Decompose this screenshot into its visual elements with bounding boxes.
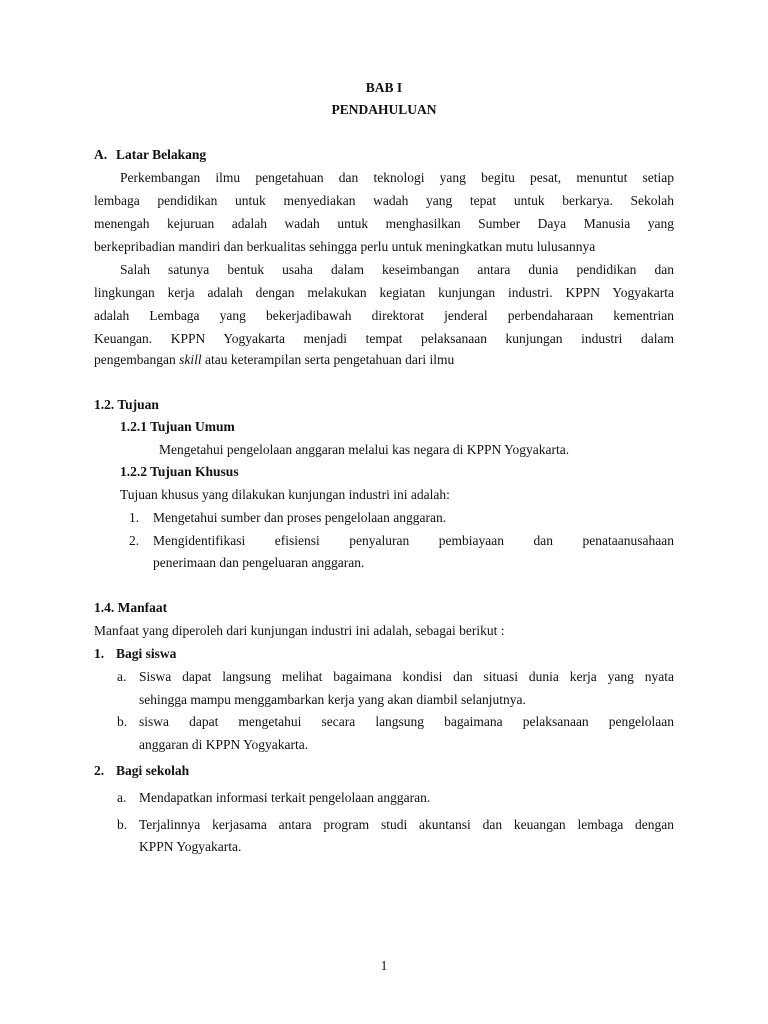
paragraph-line: Salah satunya bentuk usaha dalam keseimbangan antara dunia pendidikan dan — [120, 262, 674, 277]
chapter-title: PENDAHULUAN — [331, 102, 437, 117]
list-item: Mengidentifikasi efisiensi penyaluran pembiayaan dan penataanusahaan — [153, 533, 674, 548]
list-letter: a. — [117, 790, 127, 805]
tujuan-khusus-heading: 1.2.2 Tujuan Khusus — [120, 464, 239, 479]
list-letter: b. — [117, 817, 128, 832]
list-letter: a. — [117, 669, 127, 684]
list-letter: b. — [117, 714, 128, 729]
text-run: pengembangan — [94, 352, 180, 367]
section-a-title: Latar Belakang — [116, 147, 207, 162]
tujuan-khusus-intro: Tujuan khusus yang dilakukan kunjungan industri ini adalah: — [120, 487, 450, 502]
list-item: Terjalinnya kerjasama antara program studi akuntansi dan keuangan lembaga dengan — [139, 817, 674, 832]
paragraph-line: berkepribadian mandiri dan berkualitas sehingga perlu untuk meningkatkan mutu lulusannya — [94, 239, 596, 254]
paragraph-last-line — [94, 349, 454, 371]
list-number: 1. — [129, 510, 140, 525]
list-number: 2. — [129, 533, 140, 548]
italic-term: skill — [179, 352, 202, 367]
list-item: Mendapatkan informasi terkait pengelolaan anggaran. — [139, 790, 431, 805]
manfaat-intro: Manfaat yang diperoleh dari kunjungan industri ini adalah, sebagai berikut : — [94, 623, 505, 638]
chapter-label: BAB I — [365, 80, 403, 95]
paragraph-line: adalah Lembaga yang bekerjadibawah direktorat jenderal perbendaharaan kementrian — [94, 308, 674, 323]
group-number: 1. — [94, 646, 105, 661]
list-item: Siswa dapat langsung melihat bagaimana kondisi dan situasi dunia kerja yang nyata — [139, 669, 674, 684]
group-title-siswa: Bagi siswa — [116, 646, 177, 661]
tujuan-umum-text: Mengetahui pengelolaan anggaran melalui kas negara di KPPN Yogyakarta. — [159, 442, 570, 457]
page-number: 1 — [380, 958, 388, 973]
manfaat-heading: 1.4. Manfaat — [94, 600, 168, 615]
list-item: siswa dapat mengetahui secara langsung bagaimana pelaksanaan pengelolaan — [139, 714, 674, 729]
paragraph-line: lingkungan kerja adalah dengan melakukan kegiatan kunjungan industri. KPPN Yogyakarta — [94, 285, 674, 300]
list-item-continued: penerimaan dan pengeluaran anggaran. — [153, 555, 365, 570]
paragraph-line: lembaga pendidikan untuk menyediakan wadah yang tepat untuk berkarya. Sekolah — [94, 193, 674, 208]
list-item-continued: anggaran di KPPN Yogyakarta. — [139, 737, 309, 752]
paragraph-line: Perkembangan ilmu pengetahuan dan teknologi yang begitu pesat, menuntut setiap — [120, 170, 674, 185]
paragraph-line: menengah kejuruan adalah wadah untuk menghasilkan Sumber Daya Manusia yang — [94, 216, 674, 231]
tujuan-umum-heading: 1.2.1 Tujuan Umum — [120, 419, 235, 434]
paragraph-line: Keuangan. KPPN Yogyakarta menjadi tempat pelaksanaan kunjungan industri dalam — [94, 331, 674, 346]
list-item-continued: sehingga mampu menggambarkan kerja yang akan diambil selanjutnya. — [139, 692, 526, 707]
text-run: atau keterampilan serta pengetahuan dari ilmu — [201, 352, 455, 367]
list-item-continued: KPPN Yogyakarta. — [139, 839, 242, 854]
tujuan-heading: 1.2. Tujuan — [94, 397, 159, 412]
group-title-sekolah: Bagi sekolah — [116, 763, 190, 778]
list-item: Mengetahui sumber dan proses pengelolaan anggaran. — [153, 510, 447, 525]
group-number: 2. — [94, 763, 105, 778]
section-a-number: A. — [94, 147, 108, 162]
